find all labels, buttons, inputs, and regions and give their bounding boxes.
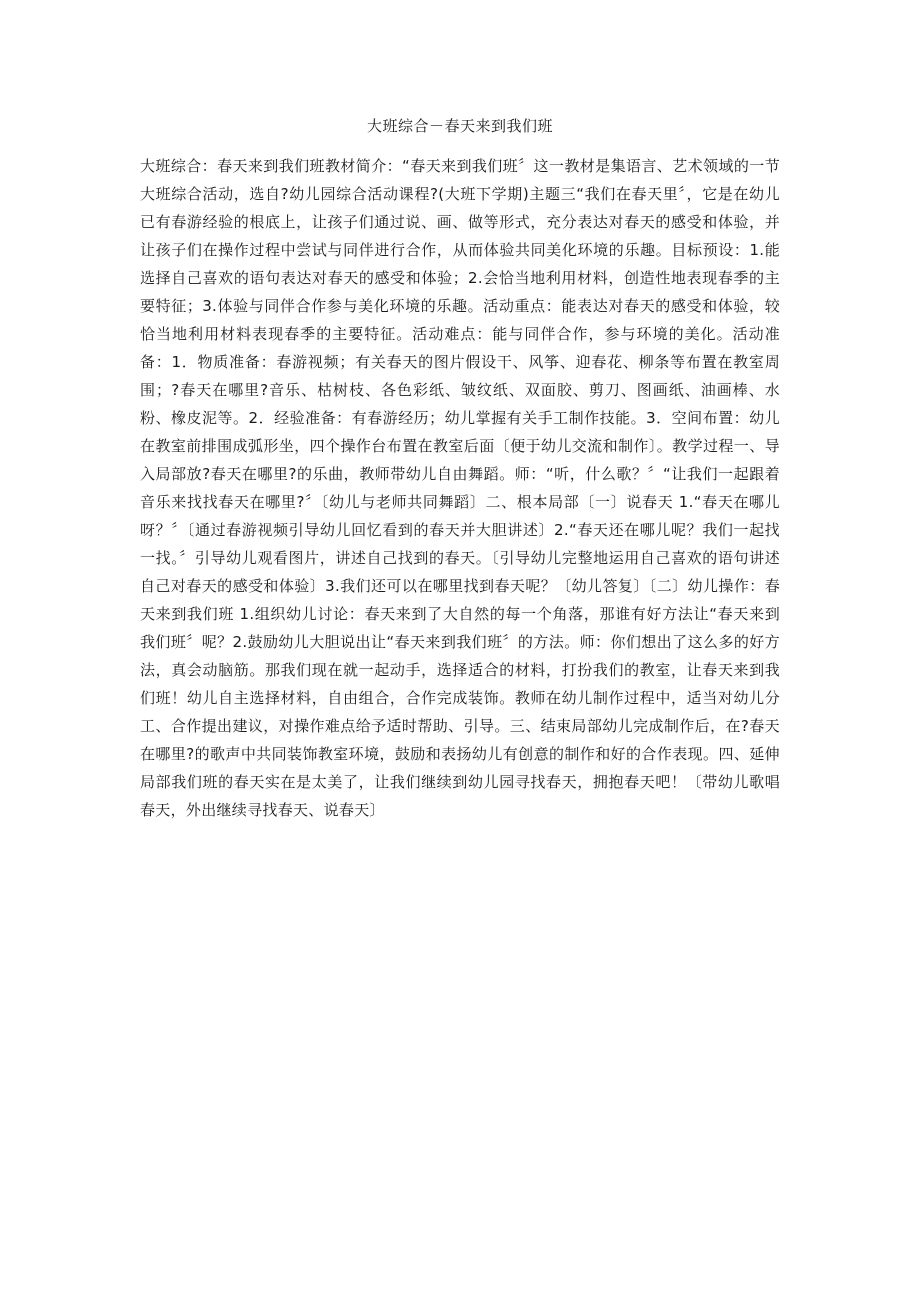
document-title: 大班综合－春天来到我们班 [366,117,553,135]
document-body-text: 大班综合：春天来到我们班教材简介：“春天来到我们班〞这一教材是集语言、艺术领域的一节大班综合活动，选自?幼儿园综合活动课程?(大班下学期)主题三“我们在春天里〞，它是在幼儿已有春游经验的根底上，让孩子们通过说、画、做等形式，充分表达对春天的感受和体验，并让孩子们在操作过程中尝试与同伴进行合作，从而体验共同美化环境的乐趣。目标预设：1.能选择自己喜欢的语句表达对春天的感受和体验；2.会恰当地利用材料，创造性地表现春季的主要特征；3.体验与同伴合作参与美化环境的乐趣。活动重点：能表达对春天的感受和体验，较恰当地利用材料表现春季的主要特征。活动难点：能与同伴合作，参与环境的美化。活动准备：1．物质准备：春游视频；有关春天的图片假设干、风筝、迎春花、柳条等布置在教室周围；?春天在哪里?音乐、枯树枝、各色彩纸、皱纹纸、双面胶、剪刀、图画纸、油画棒、水粉、橡皮泥等。2．经验准备：有春游经历；幼儿掌握有关手工制作技能。3．空间布置：幼儿在教室前排围成弧形坐，四个操作台布置在教室后面〔便于幼儿交流和制作〕。教学过程一、导入局部放?春天在哪里?的乐曲，教师带幼儿自由舞蹈。师：“听，什么歌？〞“让我们一起跟着音乐来找找春天在哪里?〞〔幼儿与老师共同舞蹈〕二、根本局部〔一〕说春天 1.“春天在哪儿呀？〞〔通过春游视频引导幼儿回忆看到的春天并大胆讲述〕2.“春天还在哪儿呢？我们一起找一找。〞引导幼儿观看图片，讲述自己找到的春天。〔引导幼儿完整地运用自己喜欢的语句讲述自己对春天的感受和体验〕3.我们还可以在哪里找到春天呢？〔幼儿答复〕〔二〕幼儿操作：春天来到我们班 1.组织幼儿讨论：春天来到了大自然的每一个角落，那谁有好方法让“春天来到我们班〞呢？2.鼓励幼儿大胆说出让“春天来到我们班〞的方法。师：你们想出了这么多的好方法，真会动脑筋。那我们现在就一起动手，选择适合的材料，打扮我们的教室，让春天来到我们班！幼儿自主选择材料，自由组合，合作完成装饰。教师在幼儿制作过程中，适当对幼儿分工、合作提出建议，对操作难点给予适时帮助、引导。三、结束局部幼儿完成制作后，在?春天在哪里?的歌声中共同装饰教室环境，鼓励和表扬幼儿有创意的制作和好的合作表现。四、延伸局部我们班的春天实在是太美了，让我们继续到幼儿园寻找春天，拥抱春天吧！〔带幼儿歌唱春天，外出继续寻找春天、说春天〕 [140,157,780,819]
